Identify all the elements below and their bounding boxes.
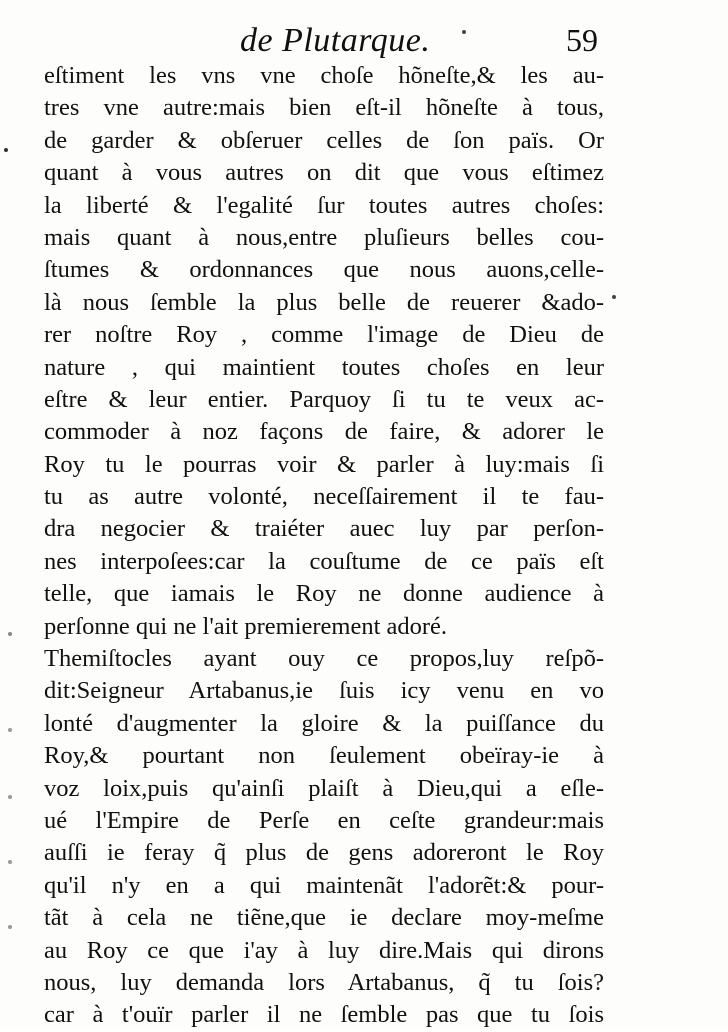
text-line: nous, luy demanda lors Artabanus, q̃ tu ſois? [44,968,604,996]
text-line: nature , qui maintient toutes choſes en leur [44,353,604,381]
text-line: de garder & obſeruer celles de ſon païs. Or [44,126,604,154]
text-line: tres vne autre:mais bien eſt-il hõneſte à tous, [44,94,604,122]
page-number: 59 [566,22,598,58]
text-line: mais quant à nous,entre pluſieurs belles cou- [44,223,604,251]
text-line: nes interpoſees:car la couſtume de ce païs eſt [44,547,604,575]
text-line: lonté d'augmenter la gloire & la puiſſance du [44,709,604,737]
text-line: dra negocier & traiéter auec luy par perſon- [44,515,604,543]
margin-speck [462,30,466,34]
text-line: rer noſtre Roy , comme l'image de Dieu de [44,321,604,349]
text-line: au Roy ce que i'ay à luy dire.Mais qui dirons [44,936,604,964]
text-line: commoder à noz façons de faire, & adorer le [44,418,604,446]
text-line: dit:Seigneur Artabanus,ie ſuis icy venu en vo [44,677,604,705]
text-line: qu'il n'y en a qui maintenãt l'adorẽt:& pour- [44,871,604,899]
text-line: Roy,& pourtant non ſeulement obeïray-ie à [44,742,604,770]
margin-speck [612,295,616,299]
text-line: voz loix,puis qu'ainſi plaiſt à Dieu,qui a eſle- [44,774,604,802]
running-title: de Plutarque. [240,22,431,59]
text-line: Themiſtocles ayant ouy ce propos,luy reſpõ- [44,645,604,673]
page-header [240,22,610,62]
text-line: telle, que iamais le Roy ne donne audience à [44,580,604,608]
text-line: tãt à cela ne tiẽne,que ie declare moy-meſme [44,904,604,932]
margin-speck [8,795,12,799]
body-text [44,60,604,1032]
text-line: ué l'Empire de Perſe en ceſte grandeur:mais [44,806,604,834]
text-line: car à t'ouïr parler il ne ſemble pas que tu ſois [44,1001,604,1029]
text-line: eſtre & leur entier. Parquoy ſi tu te veux ac- [44,385,604,413]
margin-speck [8,728,12,732]
text-line: Roy tu le pourras voir & parler à luy:mais ſi [44,450,604,478]
margin-speck [8,925,12,929]
margin-speck [8,632,12,636]
text-line: la liberté & l'egalité ſur toutes autres choſes: [44,191,604,219]
text-line: là nous ſemble la plus belle de reuerer &ado- [44,288,604,316]
text-line: ſtumes & ordonnances que nous auons,celle- [44,256,604,284]
text-line: quant à vous autres on dit que vous eſtimez [44,159,604,187]
text-line: auſſi ie feray q̃ plus de gens adoreront le Roy [44,839,604,867]
text-line: perſonne qui ne l'ait premierement adoré. [44,612,448,640]
margin-speck [8,860,12,864]
text-line: eſtiment les vns vne choſe hõneſte,& les au- [44,62,604,89]
text-line: tu as autre volonté, neceſſairement il te fau- [44,483,604,511]
margin-speck [4,148,8,152]
